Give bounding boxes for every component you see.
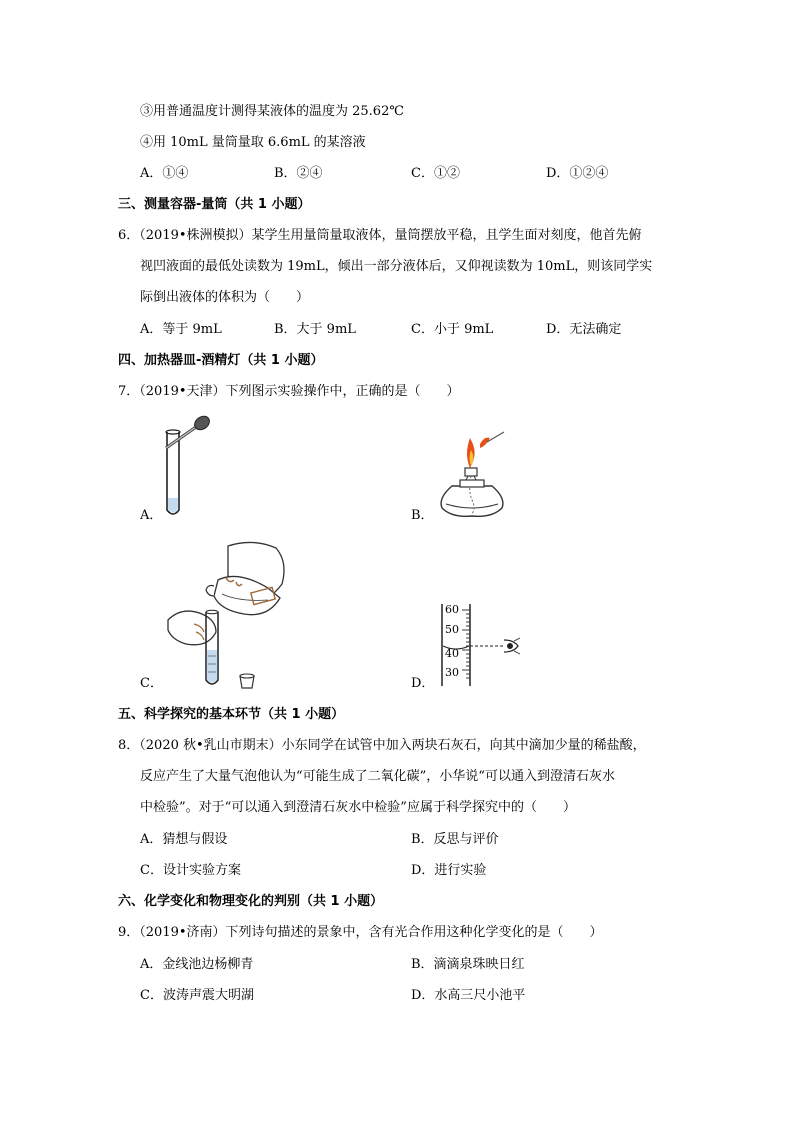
q6-option-b[interactable]: B．大于 9mL [274, 322, 356, 337]
cylinder-tick-60: 60 [445, 603, 459, 616]
q5-option-d[interactable]: D．①②④ [546, 166, 609, 181]
q8-option-d[interactable]: D．进行实验 [411, 863, 487, 878]
q8-stem-line-2: 反应产生了大量气泡他认为“可能生成了二氧化碳”，小华说“可以通入到澄清石灰水 [140, 769, 615, 784]
section-4-title: 四、加热器皿-酒精灯（共 1 小题） [118, 353, 324, 368]
q8-option-a[interactable]: A．猜想与假设 [140, 832, 228, 847]
cylinder-tick-50: 50 [445, 623, 459, 636]
q5-option-c[interactable]: C．①② [411, 166, 460, 181]
figure-a-dropper-test-tube [150, 412, 220, 522]
figure-b-label[interactable]: B． [411, 508, 434, 523]
q6-option-d[interactable]: D．无法确定 [546, 322, 622, 337]
q7-stem: 7．（2019•天津）下列图示实验操作中，正确的是（ ） [118, 384, 460, 399]
q9-option-b[interactable]: B．滴滴泉珠映日红 [411, 957, 525, 972]
section-6-title: 六、化学变化和物理变化的判别（共 1 小题） [118, 894, 384, 909]
q9-stem: 9．（2019•济南）下列诗句描述的景象中，含有光合作用这种化学变化的是（ ） [118, 925, 603, 940]
q8-stem-line-3: 中检验”。对于“可以通入到澄清石灰水中检验”应属于科学探究中的（ ） [140, 800, 576, 815]
section-3-title: 三、测量容器-量筒（共 1 小题） [118, 197, 311, 212]
figure-c-label[interactable]: C． [140, 676, 163, 691]
q8-option-b[interactable]: B．反思与评价 [411, 832, 499, 847]
cylinder-tick-30: 30 [445, 666, 459, 679]
q6-stem-line-2: 视凹液面的最低处读数为 19mL，倾出一部分液体后，又仰视读数为 10mL，则该同学实 [140, 259, 653, 274]
figure-a-label[interactable]: A． [140, 508, 163, 523]
q6-option-a[interactable]: A．等于 9mL [140, 322, 222, 337]
q6-stem-line-1: 6．（2019•株洲模拟）某学生用量筒量取液体，量筒摆放平稳，且学生面对刻度，他首先俯 [118, 228, 642, 243]
q6-option-c[interactable]: C．小于 9mL [411, 322, 494, 337]
q9-option-c[interactable]: C．波涛声震大明湖 [140, 988, 254, 1003]
q9-option-d[interactable]: D．水高三尺小池平 [411, 988, 526, 1003]
q5-item-3: ③用普通温度计测得某液体的温度为 25.62℃ [140, 104, 404, 119]
q9-option-a[interactable]: A．金线池边杨柳青 [140, 957, 254, 972]
figure-d-label[interactable]: D． [411, 676, 435, 691]
figure-b-alcohol-lamp [432, 428, 512, 520]
q8-option-c[interactable]: C．设计实验方案 [140, 863, 241, 878]
figure-c-pouring-liquid [158, 540, 298, 690]
q8-stem-line-1: 8．（2020 秋•乳山市期末）小东同学在试管中加入两块石灰石，向其中滴加少量的稀盐酸， [118, 738, 646, 753]
cylinder-tick-40: 40 [445, 647, 459, 660]
q5-item-4: ④用 10mL 量筒量取 6.6mL 的某溶液 [140, 135, 366, 150]
section-5-title: 五、科学探究的基本环节（共 1 小题） [118, 707, 345, 722]
q5-option-b[interactable]: B．②④ [274, 166, 323, 181]
q5-option-a[interactable]: A．①④ [140, 166, 189, 181]
q6-stem-line-3: 际倒出液体的体积为（ ） [140, 290, 310, 305]
